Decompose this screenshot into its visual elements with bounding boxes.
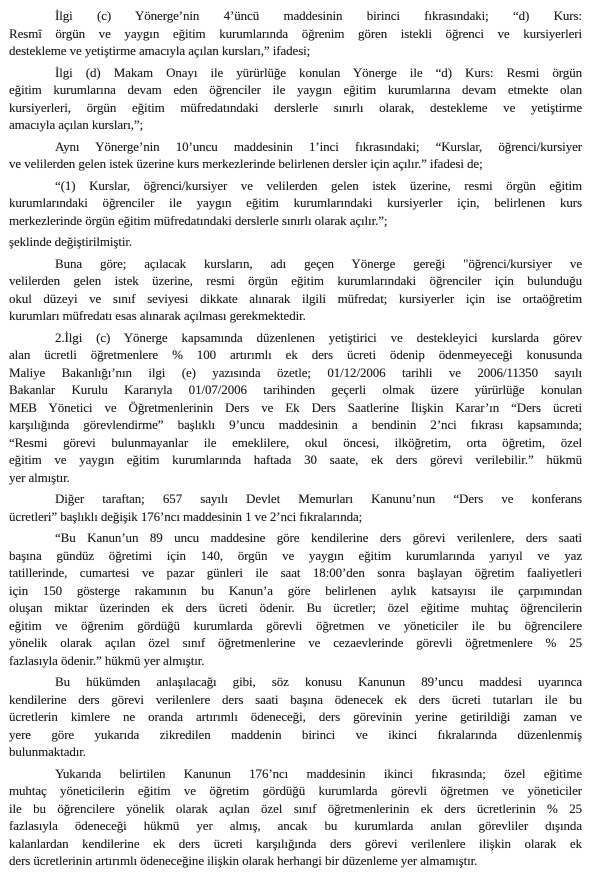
text-line: eğitim kurumlarına devam eden öğrenciler ile yaygın eğitim kurumlarına devam etmekte olan <box>9 82 582 97</box>
text-line: Bu hükümden anlaşılacağı gibi, söz konusu Kanunun 89’uncu maddesi uyarınca <box>55 674 582 689</box>
text-line: ücretlerin kimlere ne oranda artırımlı ödeneceği, ders görevinin yerine getirildiği zaman ve <box>9 709 582 724</box>
text-line: Resmî örgün ve yaygın eğitim kurumlarında öğrenim gören istekli öğrenci ve kursiyerleri <box>9 25 582 41</box>
text-line: okul düzeyi ve sınıf seviyesi dikkate alınarak ilgili müfredat; kursiyerler için ise ortaöğretim <box>9 290 582 306</box>
text-line: Yukarıda belirtilen Kanunun 176’ncı maddesinin ikinci fıkrasında; özel eğitime <box>55 765 582 781</box>
text-line: muhtaç yöneticilerin eğitim ve öğretim gördüğü kurumlarda görevli öğretmen ve yöneticiler <box>9 783 582 798</box>
text-line: “Resmi görevi bulunmayanlar ile emeklilere, okul öncesi, ilköğretim, orta öğretim, özel <box>9 434 582 450</box>
text-line: eğitim ve öğrenim gördüğü kurumlarda görevli öğretmen ve yöneticiler ile bu öğrencilere <box>9 617 582 633</box>
text-line: Aynı Yönerge’nin 10’uncu maddesinin 1’inci fıkrasındaki; “Kurslar, öğrenci/kursiyer <box>55 138 582 154</box>
text-line: amacıyla açılan kursları,”; <box>9 117 144 132</box>
document-body <box>9 7 582 870</box>
text-line: Buna göre; açılacak kursların, adı geçen Yönerge gereği "öğrenci/kursiyer ve <box>55 255 582 271</box>
text-line: yer almıştır. <box>9 469 70 485</box>
text-line: MEB Yönetici ve Öğretmenlerinin Ders ve Ek Ders Saatlerine İlişkin Karar’ın “Ders ücreti <box>9 399 582 415</box>
text-line: İlgi (d) Makam Onayı ile yürürlüğe konulan Yönerge ile “d) Kurs: Resmi örgün <box>55 64 582 80</box>
text-line: tatillerinde, cumartesi ve pazar günleri ile saat 18:00’den sonra başlayan öğretim faaliyetleri <box>9 565 582 580</box>
text-line: velilerden gelen istek üzerine, resmi örgün eğitim kurumlarındaki öğrenciler için bulunduğu <box>9 273 582 288</box>
text-line: kurumları müfredatı esas alınarak açılması gerekmektedir. <box>9 308 306 323</box>
text-line: fazlasıyla ödenir.” hükmü yer almıştır. <box>9 652 205 668</box>
text-line: ve velilerden gelen istek üzerine kurs merkezlerinde belirlenen dersler için açılır.” ifadesi de; <box>9 156 483 171</box>
paragraph <box>9 673 582 761</box>
paragraph <box>9 64 582 134</box>
text-line: yere göre yukarıda zikredilen maddenin birinci ve ikinci fıkralarında düzenlenmiş <box>9 726 582 742</box>
text-line: Maliye Bakanlığı’nın ilgi (e) yazısında özetle; 01/12/2006 tarihli ve 2006/11350 sayılı <box>9 364 582 380</box>
paragraph <box>9 7 582 60</box>
text-line: “(1) Kurslar, öğrenci/kursiyer ve velilerden gelen istek üzerine, resmi örgün eğitim <box>55 177 582 193</box>
text-line: fazlasıyla ödeneceği hükmü yer almış, ancak bu kurumlarda anılan görevliler dışında <box>9 818 582 833</box>
text-line: ders ücretlerinin artırımlı ödeneceğine ilişkin olarak herhangi bir düzenleme yer almamıştır. <box>9 853 478 868</box>
paragraph <box>9 529 582 669</box>
paragraph <box>9 138 582 173</box>
text-line: alan ücretli öğretmenlere % 100 artırımlı ek ders ücreti ödenip ödenmeyeceği konusunda <box>9 347 582 362</box>
text-line: oluşan miktar üzerinden ek ders ücreti ödenir. Bu ücretler; özel eğitime muhtaç öğrencilerin <box>9 600 582 615</box>
paragraph <box>9 233 582 251</box>
text-line: ücretleri” başlıklı değişik 176’ncı maddesinin 1 ve 2’nci fıkralarında; <box>9 508 363 524</box>
text-line: Diğer taraftan; 657 sayılı Devlet Memurları Kanunu’nun “Ders ve konferans <box>55 491 582 506</box>
text-line: Bakanlar Kurulu Kararıyla 01/07/2006 tarihinden geçerli olmak üzere yürürlüğe konulan <box>9 382 582 397</box>
text-line: bulunmaktadır. <box>9 744 86 759</box>
text-line: İlgi (c) Yönerge’nin 4’üncü maddesinin birinci fıkrasındaki; “d) Kurs: <box>55 8 582 23</box>
text-line: destekleme ve yetiştirme amacıyla açılan kursları,” ifadesi; <box>9 43 311 58</box>
paragraph <box>9 177 582 230</box>
text-line: “Bu Kanun’un 89 uncu maddesine göre kendilerine ders görevi verilenlere, ders saati <box>55 530 582 545</box>
text-line: 2.İlgi (c) Yönerge kapsamında düzenlenen yetiştirici ve destekleyici kurslarda görev <box>55 329 582 345</box>
text-line: kendilerine ders görevi verilenlere ders saati başına ödenecek ek ders ücreti tutarları ile bu <box>9 691 582 707</box>
text-line: kursiyerleri, örgün eğitim müfredatındaki derslerle sınırlı olarak, destekleme ve yetiştirme <box>9 99 582 115</box>
text-line: kurumlarındaki öğrenciler ile yaygın eğitim kurumlarındaki kursiyerler için, belirlenen kurs <box>9 195 582 210</box>
text-line: şeklinde değiştirilmiştir. <box>9 234 133 249</box>
text-line: yönelik olarak açılan özel sınıf öğretmenlerine ve cezaevlerinde görevli öğretmenlere % 25 <box>9 635 582 650</box>
text-line: ile bu öğrencilere yönelik olarak açılan özel sınıf öğretmenlerinin ek ders ücretlerinin % 25 <box>9 800 582 816</box>
paragraph <box>9 765 582 870</box>
paragraph <box>9 490 582 525</box>
text-line: kalanlardan kendilerine ek ders ücreti karşılığında ders görevi verilenlere ilişkin olarak ek <box>9 835 582 851</box>
text-line: başına gündüz öğretimi için 140, örgün ve yaygın eğitim kurumlarında yarıyıl ve yaz <box>9 547 582 563</box>
text-line: karşılığında görevlendirme” başlıklı 9’uncu maddesinin a bendinin 2’nci fıkrası kapsamında; <box>9 417 582 432</box>
paragraph <box>9 329 582 487</box>
paragraph <box>9 255 582 325</box>
text-line: için 150 gösterge rakamının bu Kanun’a göre belirlenen aylık katsayısı ile çarpımından <box>9 582 582 598</box>
text-line: eğitim ve yaygın eğitim kurumlarında haftada 30 saate, ek ders görevi verilebilir.” hükmü <box>9 452 582 467</box>
text-line: merkezlerinde örgün eğitim müfredatındaki derslerle sınırlı olarak açılır.”; <box>9 212 388 228</box>
